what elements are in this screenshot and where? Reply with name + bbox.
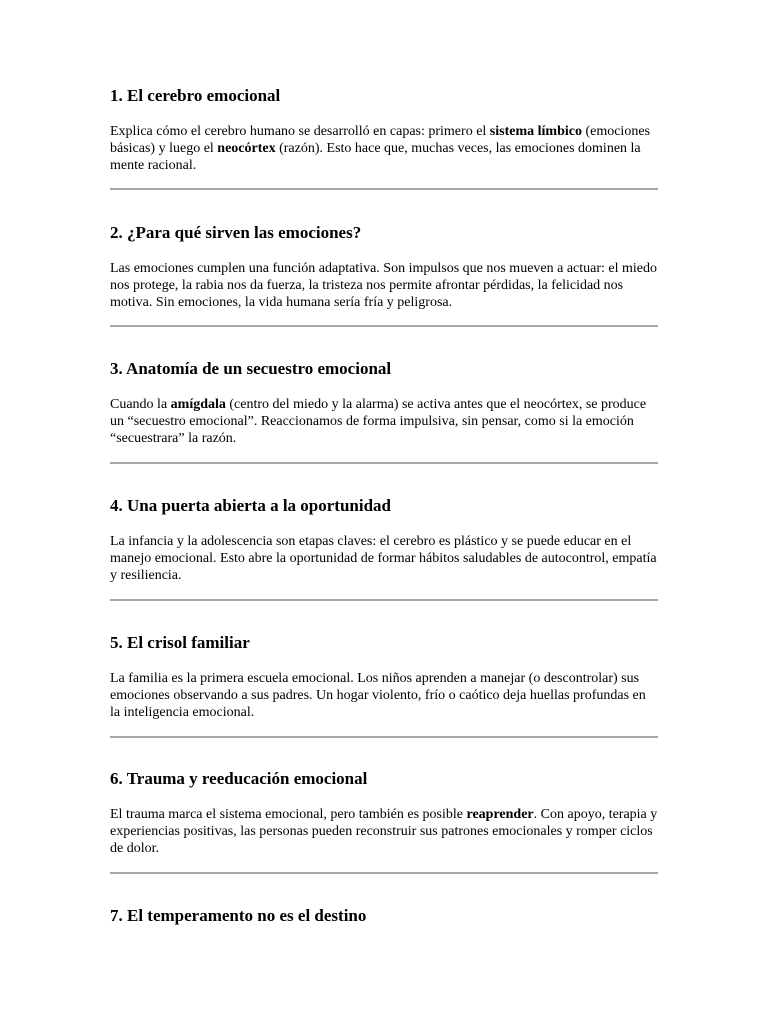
text-run: La infancia y la adolescencia son etapas claves: el cerebro es plástico y se puede educar en el manejo emocional. Esto abre la oportunidad de formar hábitos saludables de autocontrol, empatía y resiliencia. (110, 534, 657, 583)
text-run: La familia es la primera escuela emocional. Los niños aprenden a manejar (o descontrolar) sus emociones observando a sus padres. Un hogar violento, frío o caótico deja huellas profundas en la inteligencia emocional. (110, 671, 646, 720)
bold-term: reaprender (466, 807, 534, 822)
text-run: (razón). Esto hace que, muchas veces, las emociones dominen la mente racional. (110, 141, 641, 173)
section-paragraph (110, 123, 658, 174)
section-heading: 4. Una puerta abierta a la oportunidad (110, 496, 391, 515)
section-1 (110, 86, 658, 174)
text-run: (centro del miedo y la alarma) se activa antes que el neocórtex, se produce un “secuestro emocional”. Reaccionamos de forma impulsiva, sin pensar, como si la emoción “secuestrara” la razón. (110, 397, 647, 446)
section-heading: 3. Anatomía de un secuestro emocional (110, 359, 392, 378)
section-heading: 5. El crisol familiar (110, 633, 250, 652)
text-run: . Con apoyo, terapia y experiencias positivas, las personas pueden reconstruir sus patrones emocionales y romper ciclos de dolor. (110, 807, 658, 856)
section-divider (110, 188, 658, 190)
section-paragraph (110, 533, 658, 584)
section-heading: 2. ¿Para qué sirven las emociones? (110, 223, 362, 242)
section-4 (110, 496, 658, 584)
section-paragraph (110, 396, 662, 447)
section-divider (110, 599, 658, 601)
section-7 (110, 906, 366, 926)
section-5 (110, 633, 658, 721)
section-paragraph (110, 670, 658, 721)
text-run: Explica cómo el cerebro humano se desarrolló en capas: primero el (110, 124, 490, 139)
section-divider (110, 736, 658, 738)
bold-term: amígdala (170, 397, 226, 412)
section-paragraph (110, 260, 662, 311)
text-run: Las emociones cumplen una función adaptativa. Son impulsos que nos mueven a actuar: el miedo nos protege, la rabia nos da fuerza, la tristeza nos permite afrontar pérdidas, la felicidad nos motiva. Sin emociones, la vida humana sería fría y peligrosa. (110, 261, 658, 310)
section-divider (110, 872, 658, 874)
section-heading: 6. Trauma y reeducación emocional (110, 769, 368, 788)
section-heading: 1. El cerebro emocional (110, 86, 281, 105)
section-divider (110, 462, 658, 464)
section-6 (110, 769, 662, 857)
text-run: Cuando la (110, 397, 171, 412)
section-paragraph (110, 806, 662, 857)
text-run: (emociones básicas) y luego el (110, 124, 650, 156)
text-run: El trauma marca el sistema emocional, pero también es posible (110, 807, 467, 822)
bold-term: sistema límbico (489, 124, 582, 139)
section-3 (110, 359, 662, 447)
section-2 (110, 223, 662, 311)
section-divider (110, 325, 658, 327)
bold-term: neocórtex (217, 141, 276, 156)
section-heading: 7. El temperamento no es el destino (110, 906, 367, 925)
